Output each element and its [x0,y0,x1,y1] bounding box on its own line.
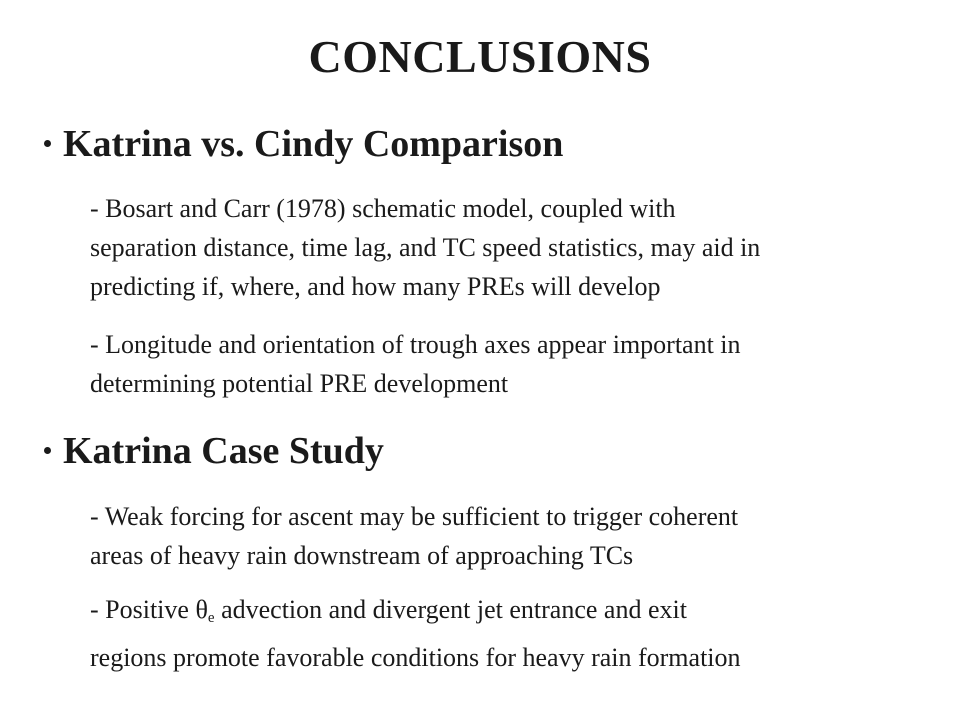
section-heading-comparison [44,122,563,166]
theta-subscript: e [207,610,215,626]
paragraph-line: determining potential PRE development [90,369,509,398]
paragraph-trough-axes [90,325,930,403]
slide-title: CONCLUSIONS [308,31,652,82]
paragraph-line: - Longitude and orientation of trough axes appear important in [90,330,741,359]
paragraph-line: - Weak forcing for ascent may be sufficient to trigger coherent [90,502,739,531]
paragraph-line: regions promote favorable conditions for heavy rain formation [90,643,741,672]
paragraph-line: separation distance, time lag, and TC speed statistics, may aid in [90,233,761,262]
theta-e-prefix: - Positive θ [90,595,208,624]
paragraph-line [90,590,930,638]
paragraph-line: - Bosart and Carr (1978) schematic model, coupled with [90,194,676,223]
bullet-icon [44,140,51,147]
paragraph-line: predicting if, where, and how many PREs will develop [90,272,661,301]
paragraph-line: areas of heavy rain downstream of approaching TCs [90,541,634,570]
section-heading-text: Katrina vs. Cindy Comparison [63,123,564,165]
paragraph-bosart-carr [90,189,930,306]
theta-e-suffix: advection and divergent jet entrance and exit [214,595,687,624]
bullet-icon [44,447,51,454]
paragraph-weak-forcing [90,497,930,575]
paragraph-theta-e-advection [90,590,930,677]
section-heading-text: Katrina Case Study [63,430,384,472]
section-heading-case-study [44,429,384,473]
